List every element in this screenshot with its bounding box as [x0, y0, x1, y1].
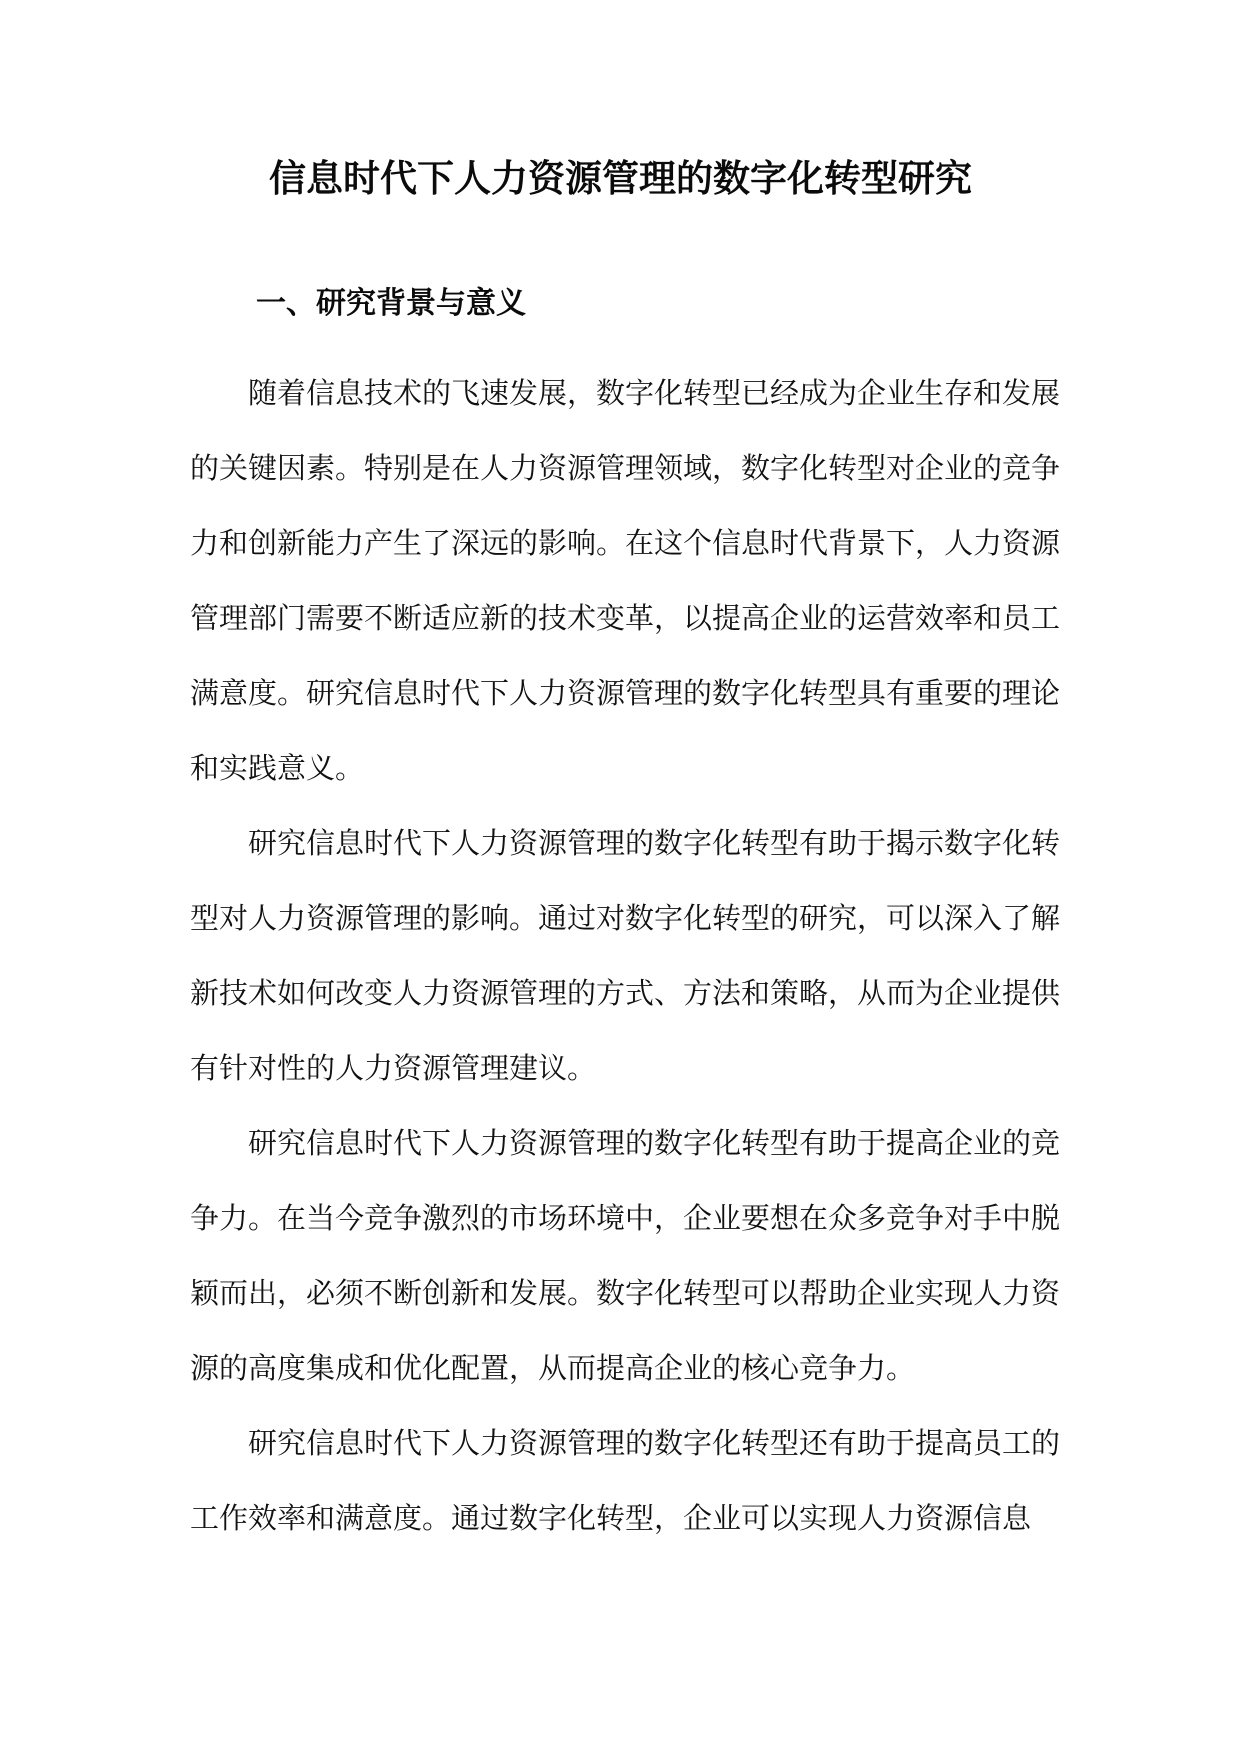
- body-paragraph-3: 研究信息时代下人力资源管理的数字化转型有助于提高企业的竞争力。在当今竞争激烈的市场环境中，企业要想在众多竞争对手中脱颖而出，必须不断创新和发展。数字化转型可以帮助企业实现人力资源的高度集成和优化配置，从而提高企业的核心竞争力。: [190, 1126, 1061, 1385]
- body-paragraph-2: 研究信息时代下人力资源管理的数字化转型有助于揭示数字化转型对人力资源管理的影响。通过对数字化转型的研究，可以深入了解新技术如何改变人力资源管理的方式、方法和策略，从而为企业提供有针对性的人力资源管理建议。: [190, 826, 1061, 1085]
- body-paragraph-4: 研究信息时代下人力资源管理的数字化转型还有助于提高员工的工作效率和满意度。通过数字化转型，企业可以实现人力资源信息: [190, 1426, 1061, 1535]
- document-title: 信息时代下人力资源管理的数字化转型研究: [269, 156, 972, 200]
- section-heading: 一、研究背景与意义: [256, 286, 526, 321]
- body-paragraph-1: 随着信息技术的飞速发展，数字化转型已经成为企业生存和发展的关键因素。特别是在人力资源管理领域，数字化转型对企业的竞争力和创新能力产生了深远的影响。在这个信息时代背景下，人力资源管理部门需要不断适应新的技术变革，以提高企业的运营效率和员工满意度。研究信息时代下人力资源管理的数字化转型具有重要的理论和实践意义。: [190, 376, 1061, 785]
